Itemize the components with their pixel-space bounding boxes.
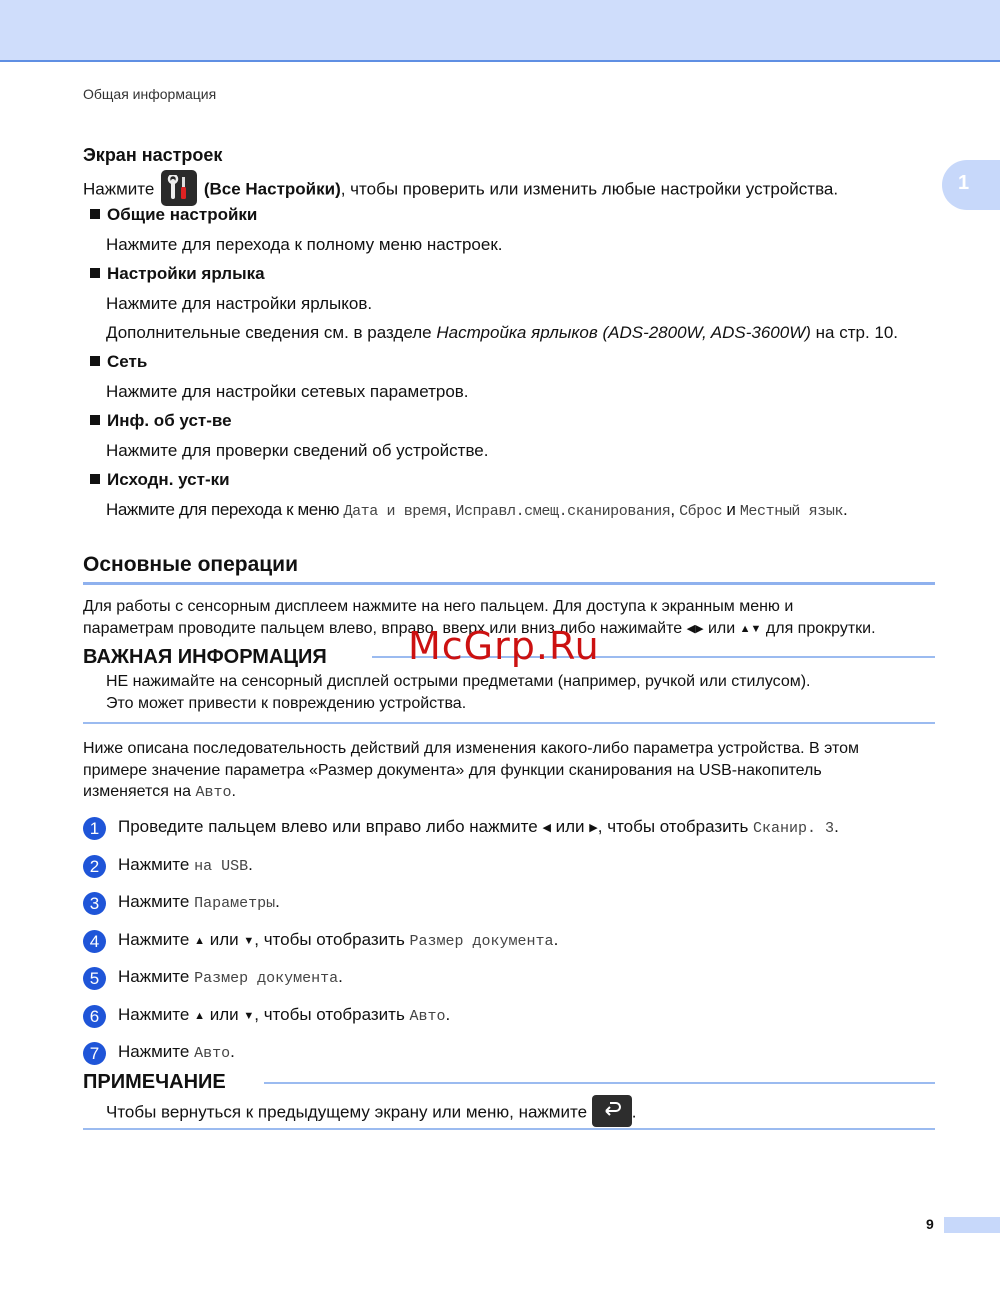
step-5: 5 Нажмите Размер документа. xyxy=(83,967,343,990)
basic-ops-para2-line2: примере значение параметра «Размер документа» для функции сканирования на USB-накопитель xyxy=(83,762,822,779)
page-number-bar xyxy=(944,1217,1000,1233)
bullet-initial-setup: Исходн. уст-ки xyxy=(90,470,230,490)
basic-ops-para2-line1: Ниже описана последовательность действий для изменения какого-либо параметра устройства. В этом xyxy=(83,740,859,757)
bullet-device-info-desc: Нажмите для проверки сведений об устройстве. xyxy=(106,441,489,460)
important-bottom-rule xyxy=(83,722,935,724)
shortcut-reference-link[interactable]: Настройка ярлыков (ADS-2800W, ADS-3600W) xyxy=(436,323,811,342)
basic-operations-heading: Основные операции xyxy=(83,553,298,576)
triangle-right-icon: ▶ xyxy=(589,822,598,834)
page-number: 9 xyxy=(926,1216,934,1232)
settings-screen-heading: Экран настроек xyxy=(83,145,223,165)
important-line2: Это может привести к повреждению устройства. xyxy=(106,695,467,712)
step-7: 7 Нажмите Авто. xyxy=(83,1042,235,1065)
triangle-down-icon: ▼ xyxy=(750,623,762,635)
triangle-left-icon: ◀ xyxy=(542,822,551,834)
important-heading: ВАЖНАЯ ИНФОРМАЦИЯ xyxy=(83,646,327,668)
triangle-left-icon: ◀ xyxy=(686,623,696,635)
note-heading: ПРИМЕЧАНИЕ xyxy=(83,1071,226,1093)
important-line1: НЕ нажимайте на сенсорный дисплей острыми предметами (например, ручкой или стилусом). xyxy=(106,673,811,690)
basic-ops-para1-line1: Для работы с сенсорным дисплеем нажмите на него пальцем. Для доступа к экранным меню и xyxy=(83,598,794,615)
note-bottom-rule xyxy=(83,1128,935,1130)
bullet-shortcut-settings-desc: Нажмите для настройки ярлыков. xyxy=(106,294,373,313)
back-arrow-icon xyxy=(592,1095,632,1127)
bullet-initial-setup-desc: Нажмите для перехода к меню Дата и время, Исправл.смещ.сканирования, Сброс и Местный язык. xyxy=(106,500,848,520)
chapter-tab xyxy=(942,160,1000,210)
step-1: 1 Проведите пальцем влево или вправо либо нажмите ◀ или ▶, чтобы отобразить Сканир. 3. xyxy=(83,817,839,840)
step-6: 6 Нажмите ▲ или ▼, чтобы отобразить Авто. xyxy=(83,1005,450,1028)
triangle-down-icon: ▼ xyxy=(243,1010,255,1022)
triangle-down-icon: ▼ xyxy=(243,935,255,947)
basic-ops-para2-line3: изменяется на Авто. xyxy=(83,783,236,801)
bullet-network: Сеть xyxy=(90,352,147,372)
step-4: 4 Нажмите ▲ или ▼, чтобы отобразить Размер документа. xyxy=(83,930,558,953)
top-header-band xyxy=(0,0,1000,62)
section-rule xyxy=(83,582,935,585)
note-text: Чтобы вернуться к предыдущему экрану или меню, нажмите . xyxy=(106,1097,637,1129)
bullet-shortcut-settings: Настройки ярлыка xyxy=(90,264,265,284)
wrench-screwdriver-icon xyxy=(161,170,197,206)
running-header: Общая информация xyxy=(83,86,217,102)
chapter-number: 1 xyxy=(958,172,970,194)
settings-intro: Нажмите (Все Настройки), чтобы проверить или изменить любые настройки устройства. xyxy=(83,172,838,208)
triangle-right-icon: ▶ xyxy=(695,623,704,635)
bullet-device-info: Инф. об уст-ве xyxy=(90,411,232,431)
watermark: McGrp.Ru xyxy=(408,624,600,668)
bullet-network-desc: Нажмите для настройки сетевых параметров. xyxy=(106,382,469,401)
bullet-general-settings-desc: Нажмите для перехода к полному меню настроек. xyxy=(106,235,503,254)
step-2: 2 Нажмите на USB. xyxy=(83,855,253,878)
bullet-general-settings: Общие настройки xyxy=(90,205,257,225)
basic-ops-para1-line2: параметрам проводите пальцем влево, вправо, вверх или вниз либо нажимайте ◀▶ или ▲▼ для прокрутки. xyxy=(83,620,876,637)
triangle-up-icon: ▲ xyxy=(194,1010,205,1022)
note-rule xyxy=(264,1082,935,1084)
triangle-up-icon: ▲ xyxy=(194,935,205,947)
shortcut-reference: Дополнительные сведения см. в разделе Настройка ярлыков (ADS-2800W, ADS-3600W) на стр. 10. xyxy=(106,323,899,342)
triangle-up-icon: ▲ xyxy=(739,623,751,635)
step-3: 3 Нажмите Параметры. xyxy=(83,892,280,915)
